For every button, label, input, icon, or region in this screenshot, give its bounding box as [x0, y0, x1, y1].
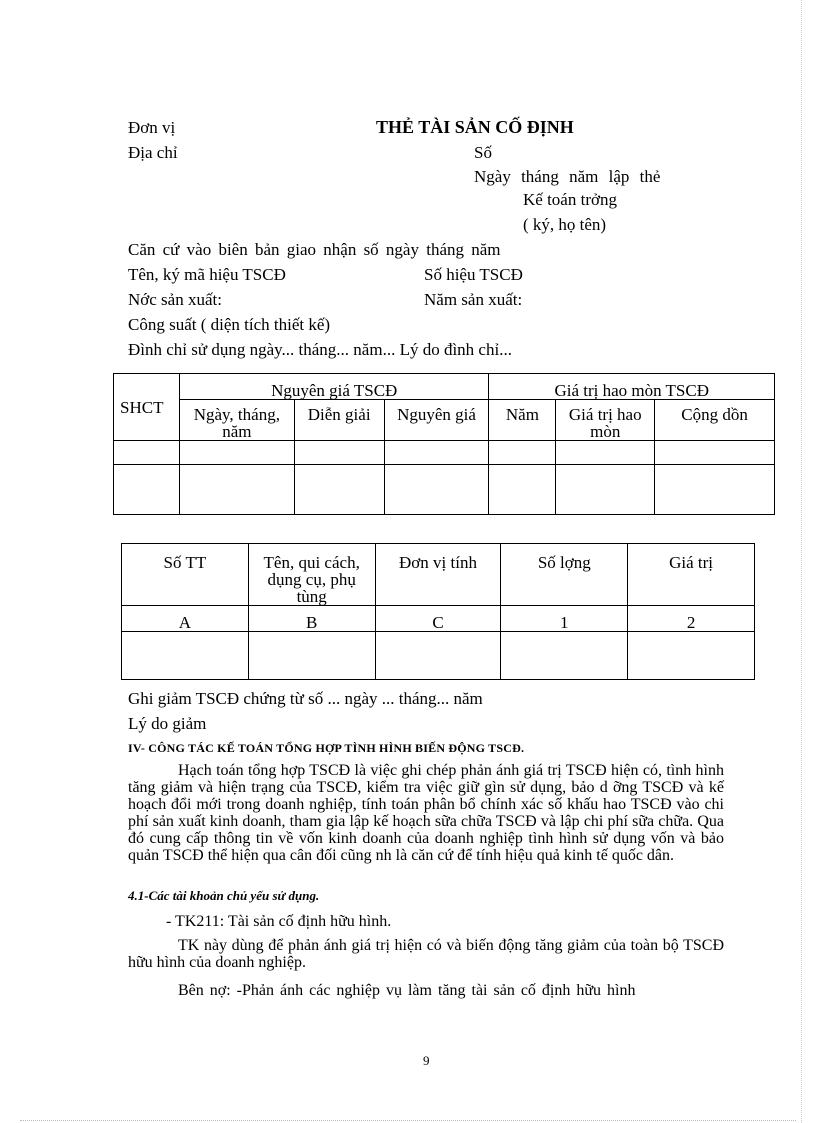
number-label: Số	[474, 143, 492, 162]
page-number: 9	[423, 1053, 430, 1068]
code-a: A	[122, 606, 249, 632]
write-down-field: Ghi giảm TSCĐ chứng từ số ... ngày ... tháng... năm	[128, 689, 483, 708]
section-heading: IV- CÔNG TÁC KẾ TOÁN TỔNG HỢP TÌNH HÌNH BIẾN ĐỘNG TSCĐ.	[128, 741, 525, 755]
debit-side-text: Bên nợ: -Phản ánh các nghiệp vụ làm tăng tài sản cố định hữu hình	[178, 982, 636, 999]
date-col-header: Ngày, tháng, năm	[179, 400, 294, 441]
accumulated-col-header: Cộng dồn	[655, 400, 775, 441]
capacity-field: Công suất ( diện tích thiết kế)	[128, 315, 331, 334]
asset-code-field: Số hiệu TSCĐ	[424, 265, 523, 284]
code-1: 1	[501, 606, 628, 632]
signature-label: ( ký, họ tên)	[523, 215, 607, 234]
bottom-border	[20, 1120, 796, 1121]
page-title: THẺ TÀI SẢN CỐ ĐỊNH	[376, 117, 574, 137]
chief-accountant-label: Kế toán trởng	[523, 190, 617, 209]
year-col-header: Năm	[489, 400, 556, 441]
right-border	[801, 0, 802, 1123]
address-label: Địa chỉ	[128, 143, 178, 162]
suspension-field: Đình chỉ sử dụng ngày... tháng... năm... Lý do đình chỉ...	[128, 340, 512, 359]
section-paragraph: Hạch toán tổng hợp TSCĐ là việc ghi chép phản ánh giá trị TSCĐ hiện có, tình hình tăng giảm và hiện trạng của TSCĐ, kiểm tra việc giữ gìn sử dụng, bảo d ỡng TSCĐ và kế hoạch đổi mới trong doanh nghiệp, tính toán phân bổ chính xác số khấu hao TSCĐ vào chi phí sản xuất kinh doanh, tham gia lập kế hoạch sữa chữa TSCĐ và lập chi phí sữa chữa. Qua đó cung cấp thông tin về vốn kinh doanh của doanh nghiệp tình hình sử dụng vốn và bảo quản TSCĐ thể hiện qua cân đối cũng nh là căn cứ để tính hiệu quả kinh tế quốc dân.	[128, 762, 724, 864]
description-col-header: Diễn giải	[294, 400, 384, 441]
depreciation-group: Giá trị hao mòn TSCĐ	[489, 374, 775, 400]
shct-header: SHCT	[114, 374, 180, 441]
table-row	[114, 465, 775, 515]
unit-label: Đơn vị	[128, 118, 176, 137]
unit-header: Đơn vị tính	[375, 544, 501, 606]
quantity-header: Số lợng	[501, 544, 628, 606]
code-b: B	[248, 606, 375, 632]
country-field: Nớc sản xuất:	[128, 290, 222, 309]
basis-field: Căn cứ vào biên bản giao nhận số ngày tháng năm	[128, 240, 501, 259]
subsection-heading: 4.1-Các tài khoản chủ yếu sử dụng.	[128, 888, 320, 903]
seq-header: Số TT	[122, 544, 249, 606]
original-cost-group: Nguyên giá TSCĐ	[179, 374, 489, 400]
code-2: 2	[628, 606, 755, 632]
reason-field: Lý do giảm	[128, 714, 207, 733]
year-field: Năm sản xuất:	[424, 290, 523, 309]
table-row	[122, 632, 755, 680]
table-row	[114, 441, 775, 465]
code-c: C	[375, 606, 501, 632]
tools-table	[121, 543, 755, 680]
asset-value-table	[113, 373, 775, 515]
tk211-item: - TK211: Tài sản cố định hữu hình.	[166, 913, 392, 930]
tk211-paragraph: TK này dùng để phản ánh giá trị hiện có và biến động tăng giảm của toàn bộ TSCĐ hữu hình của doanh nghiệp.	[128, 937, 724, 971]
issue-date-label: Ngày tháng năm lập thẻ	[474, 167, 661, 186]
asset-name-field: Tên, ký mã hiệu TSCĐ	[128, 265, 286, 284]
cost-col-header: Nguyên giá	[384, 400, 489, 441]
depreciation-value-col-header: Giá trị hao mòn	[556, 400, 655, 441]
value-header: Giá trị	[628, 544, 755, 606]
tool-name-header: Tên, qui cách, dụng cụ, phụ tùng	[248, 544, 375, 606]
